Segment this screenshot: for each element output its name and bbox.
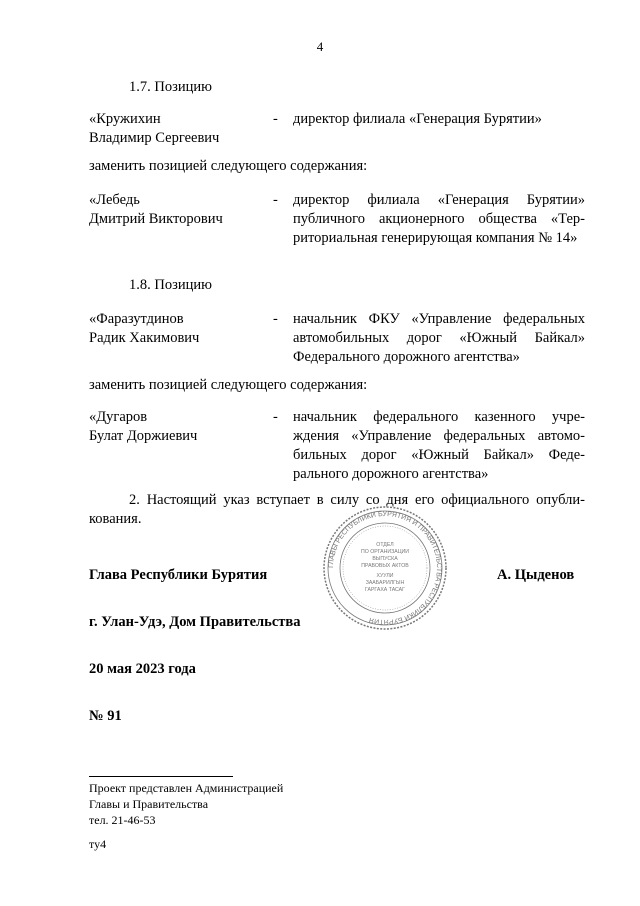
signing-place: г. Улан-Удэ, Дом Правительства — [89, 614, 301, 630]
entry-farazutdinov — [89, 310, 585, 367]
footnote-line: Главы и Правительства — [89, 797, 209, 811]
signing-date: 20 мая 2023 года — [89, 661, 196, 677]
entry-surname: «Фаразутдинов — [89, 311, 184, 327]
seal-center-line: ОТДЕЛ — [376, 542, 394, 548]
seal-ring-text: ГЛАВЫ РЕСПУБЛИКИ БУРЯТИЯ И ПРАВИТЕЛЬСТВА РЕСПУБЛИКИ БУРЯТИЯ — [327, 510, 443, 626]
footnote-divider — [89, 776, 233, 777]
entry-given-names: Радик Хакимович — [89, 330, 200, 346]
entry-surname: «Кружихин — [89, 111, 161, 127]
seal-center-line: ХУУЛИ — [376, 573, 394, 579]
signatory-title: Глава Республики Бурятия — [89, 567, 268, 583]
entry-given-names: Булат Доржиевич — [89, 428, 198, 444]
entry-given-names: Дмитрий Викторович — [89, 211, 223, 227]
entry-dash: - — [273, 409, 278, 425]
page-number: 4 — [316, 39, 324, 54]
entry-dash: - — [273, 111, 278, 127]
item-1-7-heading: 1.7. Позицию — [129, 79, 212, 95]
replace-text: заменить позицией следующего содержания: — [89, 158, 368, 174]
entry-dash: - — [273, 311, 278, 327]
entry-dugarov — [89, 408, 585, 484]
entry-position: начальник ФКУ «Управление федеральных автомобильных дорог «Южный Байкал» Федерального дорожного агентства» — [293, 311, 585, 365]
seal-center-line: ПРАВОВЫХ АКТОВ — [361, 563, 409, 569]
item-1-8-heading: 1.8. Позицию — [129, 277, 212, 293]
entry-position: директор филиала «Генерация Бурятии» — [293, 111, 542, 127]
entry-name — [89, 191, 273, 248]
entry-given-names: Владимир Сергеевич — [89, 130, 220, 146]
entry-name — [89, 408, 273, 484]
entry-surname: «Лебедь — [89, 192, 140, 208]
entry-dash: - — [273, 192, 278, 208]
footnote-phone: тел. 21-46-53 — [89, 813, 156, 827]
entry-kruzhikhin — [89, 110, 585, 148]
document-code: ту4 — [89, 837, 107, 851]
seal-center-line: ГАРГАХА ТАСАГ — [365, 587, 405, 593]
entry-name — [89, 310, 273, 367]
signatory-name: А. Цыденов — [497, 567, 575, 583]
footnote — [89, 780, 283, 828]
entry-lebed — [89, 191, 585, 248]
entry-name — [89, 110, 273, 148]
official-seal — [322, 505, 448, 631]
seal-center-line: ПО ОРГАНИЗАЦИИ — [361, 549, 409, 555]
seal-center-line: ЗААБАРИЛГЫН — [365, 580, 405, 586]
replace-text: заменить позицией следующего содержания: — [89, 377, 368, 393]
seal-center-line: ВЫПУСКА — [372, 556, 398, 562]
decree-number: № 91 — [89, 708, 122, 724]
footnote-line: Проект представлен Администрацией — [89, 781, 284, 795]
item-2-effective-date: 2. Настоящий указ вступает в силу со дня его официального опубли-кования. — [89, 492, 585, 527]
entry-surname: «Дугаров — [89, 409, 148, 425]
entry-position: директор филиала «Генерация Бурятии» публичного акционерного общества «Тер-риториальная генерирующая компания № 14» — [293, 192, 585, 246]
entry-position: начальник федерального казенного учре-ждения «Управление федеральных автомо-бильных дорог «Южный Байкал» Феде-рального дорожного агентства» — [293, 409, 585, 482]
